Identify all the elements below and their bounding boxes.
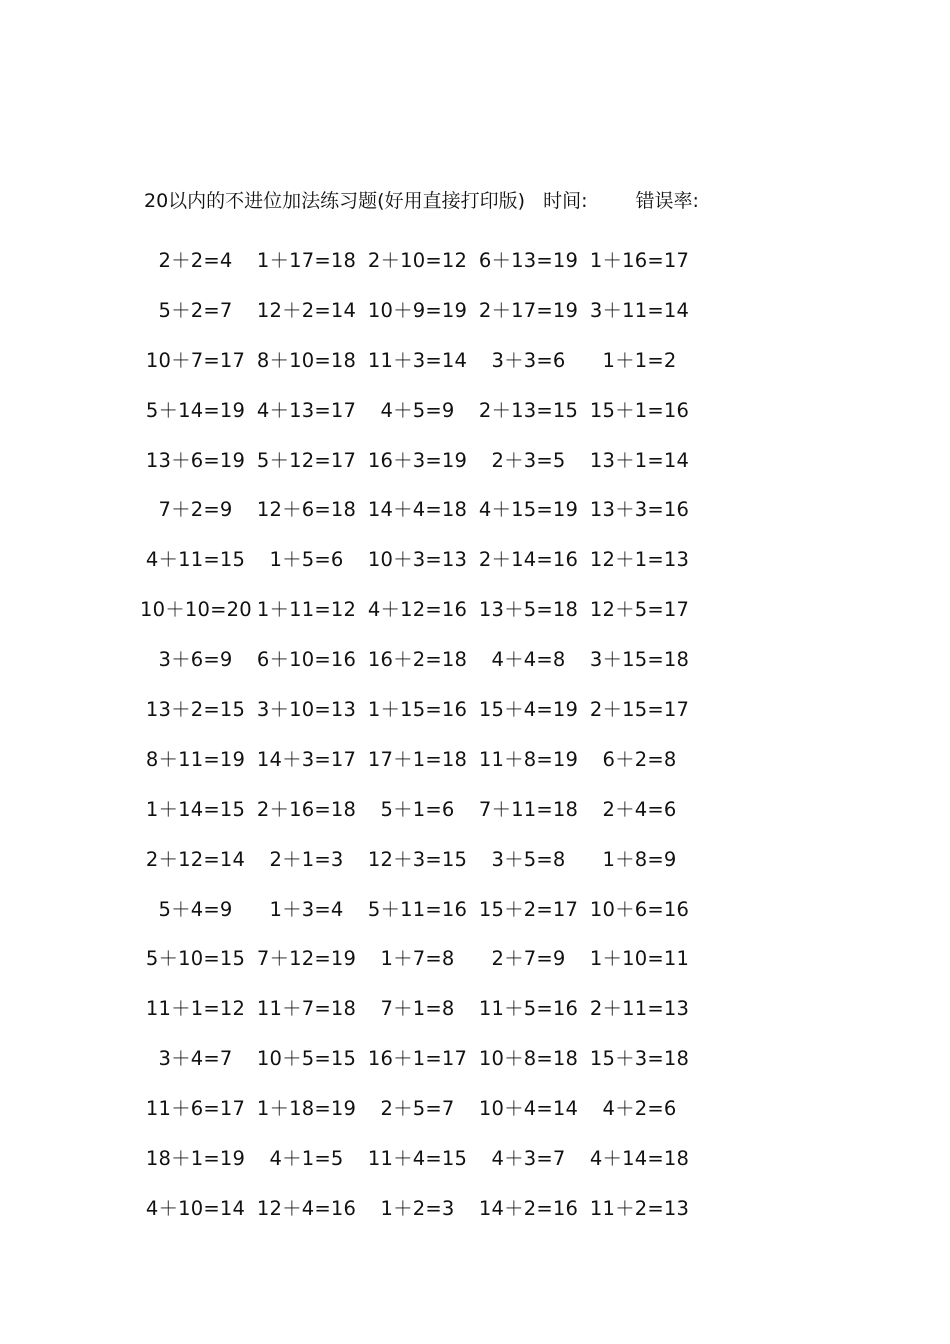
problem-item: 5＋2=7 bbox=[158, 298, 233, 322]
problem-item: 10＋3=13 bbox=[367, 548, 468, 572]
worksheet-header bbox=[144, 186, 699, 216]
problem-item: 18＋1=19 bbox=[145, 1146, 246, 1170]
problem-item: 1＋5=6 bbox=[269, 548, 344, 572]
problem-item: 16＋1=17 bbox=[367, 1047, 468, 1071]
problem-item: 7＋2=9 bbox=[158, 498, 233, 522]
error-rate-label: 错误率: bbox=[635, 190, 699, 212]
problem-row bbox=[140, 1182, 710, 1232]
problem-item: 1＋14=15 bbox=[145, 797, 246, 821]
problem-item: 1＋11=12 bbox=[256, 598, 357, 622]
problem-item: 10＋4=14 bbox=[478, 1097, 579, 1121]
problem-item: 10＋10=20 bbox=[140, 598, 252, 622]
problem-item: 10＋8=18 bbox=[478, 1047, 579, 1071]
problem-item: 7＋1=8 bbox=[380, 997, 455, 1021]
problem-item: 15＋1=16 bbox=[589, 398, 690, 422]
problem-item: 5＋11=16 bbox=[367, 897, 468, 921]
problem-item: 5＋10=15 bbox=[145, 947, 246, 971]
problem-item: 8＋10=18 bbox=[256, 348, 357, 372]
problem-item: 6＋10=16 bbox=[256, 648, 357, 672]
problem-item: 8＋11=19 bbox=[145, 747, 246, 771]
problem-item: 17＋1=18 bbox=[367, 747, 468, 771]
problem-item: 4＋12=16 bbox=[367, 598, 468, 622]
time-label: 时间: bbox=[543, 190, 588, 212]
problem-item: 3＋4=7 bbox=[158, 1047, 233, 1071]
problem-item: 7＋11=18 bbox=[478, 797, 579, 821]
problem-item: 6＋2=8 bbox=[602, 747, 677, 771]
problem-item: 2＋1=3 bbox=[269, 847, 344, 871]
problem-item: 11＋6=17 bbox=[145, 1097, 246, 1121]
problem-item: 1＋16=17 bbox=[589, 248, 690, 272]
problem-item: 13＋1=14 bbox=[589, 448, 690, 472]
problem-row bbox=[140, 633, 710, 683]
problem-row bbox=[140, 932, 710, 982]
problem-item: 11＋7=18 bbox=[256, 997, 357, 1021]
problem-item: 2＋11=13 bbox=[589, 997, 690, 1021]
problem-item: 11＋1=12 bbox=[145, 997, 246, 1021]
problem-item: 14＋4=18 bbox=[367, 498, 468, 522]
problem-item: 3＋6=9 bbox=[158, 648, 233, 672]
problem-item: 1＋10=11 bbox=[589, 947, 690, 971]
problem-row bbox=[140, 1032, 710, 1082]
problem-item: 15＋2=17 bbox=[478, 897, 579, 921]
problem-item: 2＋14=16 bbox=[478, 548, 579, 572]
problem-item: 4＋5=9 bbox=[380, 398, 455, 422]
problem-item: 2＋7=9 bbox=[491, 947, 566, 971]
problem-item: 16＋3=19 bbox=[367, 448, 468, 472]
problem-item: 15＋4=19 bbox=[478, 697, 579, 721]
problem-item: 11＋3=14 bbox=[367, 348, 468, 372]
problem-item: 4＋13=17 bbox=[256, 398, 357, 422]
problem-item: 12＋6=18 bbox=[256, 498, 357, 522]
problem-item: 4＋10=14 bbox=[145, 1196, 246, 1220]
problem-row bbox=[140, 334, 710, 384]
problem-row bbox=[140, 234, 710, 284]
problem-item: 1＋18=19 bbox=[256, 1097, 357, 1121]
problem-item: 2＋16=18 bbox=[256, 797, 357, 821]
problem-item: 1＋1=2 bbox=[602, 348, 677, 372]
problem-row bbox=[140, 783, 710, 833]
problem-item: 2＋5=7 bbox=[380, 1097, 455, 1121]
problem-item: 12＋2=14 bbox=[256, 298, 357, 322]
problem-item: 4＋11=15 bbox=[145, 548, 246, 572]
problem-item: 1＋17=18 bbox=[256, 248, 357, 272]
problem-item: 4＋2=6 bbox=[602, 1097, 677, 1121]
problem-item: 7＋12=19 bbox=[256, 947, 357, 971]
problem-row bbox=[140, 683, 710, 733]
problem-item: 2＋4=6 bbox=[602, 797, 677, 821]
problem-item: 4＋4=8 bbox=[491, 648, 566, 672]
problem-row bbox=[140, 1082, 710, 1132]
problem-row bbox=[140, 883, 710, 933]
problem-row bbox=[140, 583, 710, 633]
problem-row bbox=[140, 533, 710, 583]
problem-item: 11＋4=15 bbox=[367, 1146, 468, 1170]
problem-item: 4＋14=18 bbox=[589, 1146, 690, 1170]
problem-item: 4＋3=7 bbox=[491, 1146, 566, 1170]
problem-item: 16＋2=18 bbox=[367, 648, 468, 672]
problem-item: 5＋1=6 bbox=[380, 797, 455, 821]
problem-item: 2＋12=14 bbox=[145, 847, 246, 871]
problem-item: 3＋11=14 bbox=[589, 298, 690, 322]
problem-item: 5＋12=17 bbox=[256, 448, 357, 472]
problem-item: 10＋7=17 bbox=[145, 348, 246, 372]
problem-item: 13＋2=15 bbox=[145, 697, 246, 721]
problem-item: 10＋6=16 bbox=[589, 897, 690, 921]
problem-item: 10＋9=19 bbox=[367, 298, 468, 322]
problem-item: 2＋13=15 bbox=[478, 398, 579, 422]
problem-item: 1＋3=4 bbox=[269, 897, 344, 921]
problem-row bbox=[140, 833, 710, 883]
problem-item: 3＋3=6 bbox=[491, 348, 566, 372]
problem-row bbox=[140, 1132, 710, 1182]
problem-item: 11＋2=13 bbox=[589, 1196, 690, 1220]
problem-item: 1＋15=16 bbox=[367, 697, 468, 721]
problem-item: 13＋3=16 bbox=[589, 498, 690, 522]
problem-item: 4＋1=5 bbox=[269, 1146, 344, 1170]
problem-item: 12＋1=13 bbox=[589, 548, 690, 572]
problem-item: 2＋2=4 bbox=[158, 248, 233, 272]
problem-item: 13＋5=18 bbox=[478, 598, 579, 622]
problem-item: 1＋7=8 bbox=[380, 947, 455, 971]
problem-item: 2＋10=12 bbox=[367, 248, 468, 272]
problem-item: 2＋17=19 bbox=[478, 298, 579, 322]
problem-item: 13＋6=19 bbox=[145, 448, 246, 472]
problem-item: 12＋4=16 bbox=[256, 1196, 357, 1220]
problem-item: 6＋13=19 bbox=[478, 248, 579, 272]
problem-item: 5＋14=19 bbox=[145, 398, 246, 422]
problem-item: 3＋10=13 bbox=[256, 697, 357, 721]
problem-row bbox=[140, 982, 710, 1032]
problem-item: 14＋3=17 bbox=[256, 747, 357, 771]
problem-item: 3＋15=18 bbox=[589, 648, 690, 672]
problem-item: 5＋4=9 bbox=[158, 897, 233, 921]
worksheet-title: 20以内的不进位加法练习题(好用直接打印版) bbox=[144, 190, 526, 212]
problem-item: 14＋2=16 bbox=[478, 1196, 579, 1220]
problem-item: 12＋5=17 bbox=[589, 598, 690, 622]
problem-row bbox=[140, 483, 710, 533]
problem-grid bbox=[140, 234, 710, 1232]
problem-row bbox=[140, 733, 710, 783]
problem-item: 1＋2=3 bbox=[380, 1196, 455, 1220]
problem-row bbox=[140, 434, 710, 484]
problem-item: 2＋15=17 bbox=[589, 697, 690, 721]
problem-item: 15＋3=18 bbox=[589, 1047, 690, 1071]
problem-item: 12＋3=15 bbox=[367, 847, 468, 871]
problem-item: 3＋5=8 bbox=[491, 847, 566, 871]
problem-row bbox=[140, 384, 710, 434]
problem-item: 11＋5=16 bbox=[478, 997, 579, 1021]
problem-item: 4＋15=19 bbox=[478, 498, 579, 522]
problem-row bbox=[140, 284, 710, 334]
problem-item: 2＋3=5 bbox=[491, 448, 566, 472]
problem-item: 10＋5=15 bbox=[256, 1047, 357, 1071]
problem-item: 1＋8=9 bbox=[602, 847, 677, 871]
problem-item: 11＋8=19 bbox=[478, 747, 579, 771]
